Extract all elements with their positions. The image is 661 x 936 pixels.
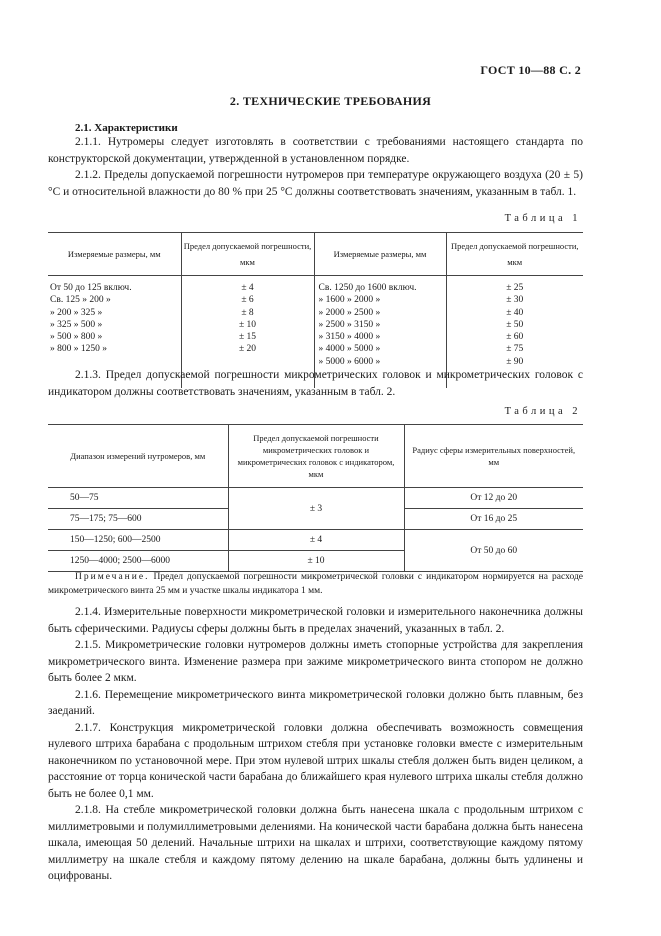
table1-cell: » 3150 » 4000 » bbox=[318, 332, 381, 343]
paragraph-2-1-8: 2.1.8. На стебле микрометрической головки должна быть нанесена шкала с продольным штрихом с миллиметровыми и полумиллиметровыми делениями. На конической части барабана должна быть нанесена шкала, имеющая 50 делений. Начальные штрихи на шкалах и штрихи, соответствующие каждому пятому миллиметру на шкале стебля и каждому пятому делению на шкале барабана, должны быть удлинены и оцифрованы. bbox=[48, 804, 583, 882]
table2-note bbox=[48, 571, 583, 598]
table2-error: ± 3 bbox=[228, 488, 404, 530]
table1-cell: ± 20 bbox=[238, 344, 257, 355]
table2-radius: От 50 до 60 bbox=[404, 530, 583, 572]
table1-cell: Св. 1250 до 1600 включ. bbox=[318, 283, 417, 293]
table1-header-error-left: Предел допускаемой погрешности, мкм bbox=[181, 233, 314, 276]
table1-cell: » 800 » 1250 » bbox=[50, 344, 107, 355]
table1-header-error-right: Предел допускаемой погрешности, мкм bbox=[446, 233, 583, 276]
paragraph-2-1-7: 2.1.7. Конструкция микрометрической головки должна обеспечивать возможность совмещения нулевого штриха барабана с продольным штрихом стебля при установке головки вместе с измерительным наконечником по установочной мере. При этом нулевой штрих шкалы стебля должен быть виден целиком, а расстояние от торца конической части барабана до ближайшего края нулевого штриха шкалы стебля должно быть не более 0,1 мм. bbox=[48, 721, 583, 800]
paragraph-2-1-6: 2.1.6. Перемещение микрометрического винта микрометрической головки должно быть плавным, без заеданий. bbox=[48, 688, 583, 717]
table1-caption: Таблица 1 bbox=[504, 213, 581, 224]
table2-radius: От 16 до 25 bbox=[404, 509, 583, 530]
table1-cell: ± 30 bbox=[506, 295, 524, 306]
paragraphs-block-2 bbox=[48, 367, 583, 400]
table1-cell: » 500 » 800 » bbox=[50, 332, 103, 343]
table1-cell: » 200 » 325 » bbox=[50, 307, 103, 318]
table1-cell: ± 60 bbox=[506, 332, 524, 343]
subsection-title: 2.1. Характеристики bbox=[75, 122, 178, 134]
table1-header-sizes-left: Измеряемые размеры, мм bbox=[48, 233, 181, 276]
section-title: 2. ТЕХНИЧЕСКИЕ ТРЕБОВАНИЯ bbox=[229, 94, 432, 108]
table1-cell: ± 4 bbox=[241, 283, 254, 293]
table2-error: ± 4 bbox=[228, 530, 404, 551]
paragraphs-block-1 bbox=[48, 134, 583, 200]
paragraph-2-1-4: 2.1.4. Измерительные поверхности микрометрической головки и измерительного наконечника должны быть сферическими. Радиусы сферы должны быть в пределах значений, указанных в табл. 2. bbox=[48, 606, 583, 635]
table1-cell: » 1600 » 2000 » bbox=[318, 295, 381, 306]
paragraph-2-1-5: 2.1.5. Микрометрические головки нутромеров должны иметь стопорные устройства для закрепления микрометрического винта. Изменение размера при зажиме микрометрического винта стопором не должно быть более 2 мкм. bbox=[48, 639, 583, 684]
table1-cell: » 325 » 500 » bbox=[50, 319, 103, 330]
table2-range: 150—1250; 600—2500 bbox=[48, 530, 228, 551]
table1-cell: » 4000 » 5000 » bbox=[318, 344, 381, 355]
table2-error: ± 10 bbox=[228, 551, 404, 572]
table1-cell: ± 40 bbox=[506, 307, 524, 318]
table1-cell: ± 90 bbox=[506, 356, 524, 367]
paragraphs-block-3 bbox=[48, 604, 583, 885]
page-header: ГОСТ 10—88 С. 2 bbox=[480, 63, 581, 77]
table1-cell: ± 75 bbox=[506, 344, 524, 355]
table1-cell: ± 15 bbox=[238, 332, 257, 343]
table2-range: 75—175; 75—600 bbox=[48, 509, 228, 530]
table1-cell: ± 50 bbox=[506, 319, 524, 330]
note-text: Предел допускаемой погрешности микрометрической головки с индикатором нормируется на расходе микрометрического винта 25 мм и участке шкалы индикатора 1 мм. bbox=[48, 572, 583, 596]
table1-cell: » 2500 » 3150 » bbox=[318, 319, 381, 330]
paragraph-2-1-3: 2.1.3. Предел допускаемой погрешности микрометрических головок и микрометрических головок с индикатором должны соответствовать значениям, указанным в табл. 2. bbox=[48, 369, 583, 398]
note-label: Примечание. bbox=[75, 572, 150, 582]
table2-range: 1250—4000; 2500—6000 bbox=[48, 551, 228, 572]
table1-cell: ± 8 bbox=[241, 307, 254, 318]
table1-cell: ± 6 bbox=[241, 295, 254, 306]
paragraph-2-1-2: 2.1.2. Пределы допускаемой погрешности нутромеров при температуре окружающего воздуха (20 ± 5) °С и относительной влажности до 80 % при 25 °С должны соответствовать значениям, указанным в табл. 1. bbox=[48, 169, 583, 198]
paragraph-2-1-1: 2.1.1. Нутромеры следует изготовлять в соответствии с требованиями настоящего стандарта по конструкторской документации, утвержденной в установленном порядке. bbox=[48, 136, 583, 165]
table1-cell: Св. 125 » 200 » bbox=[50, 295, 111, 306]
table-2 bbox=[48, 424, 583, 572]
table1-cell: » 5000 » 6000 » bbox=[318, 356, 381, 367]
table1-cell: ± 10 bbox=[238, 319, 257, 330]
table2-range: 50—75 bbox=[48, 488, 228, 509]
table1-cell: » 2000 » 2500 » bbox=[318, 307, 381, 318]
table2-header-error: Предел допускаемой погрешности микрометрических головок и микрометрических головок с индикатором, мкм bbox=[228, 425, 404, 488]
table1-cell: ± 25 bbox=[506, 283, 524, 293]
table2-header-radius: Радиус сферы измерительных поверхностей, мм bbox=[404, 425, 583, 488]
table2-caption: Таблица 2 bbox=[504, 406, 581, 417]
table2-radius: От 12 до 20 bbox=[404, 488, 583, 509]
table2-header-range: Диапазон измерений нутромеров, мм bbox=[48, 425, 228, 488]
table1-cell: От 50 до 125 включ. bbox=[50, 283, 132, 293]
table-1 bbox=[48, 232, 583, 388]
table1-header-sizes-right: Измеряемые размеры, мм bbox=[314, 233, 446, 276]
